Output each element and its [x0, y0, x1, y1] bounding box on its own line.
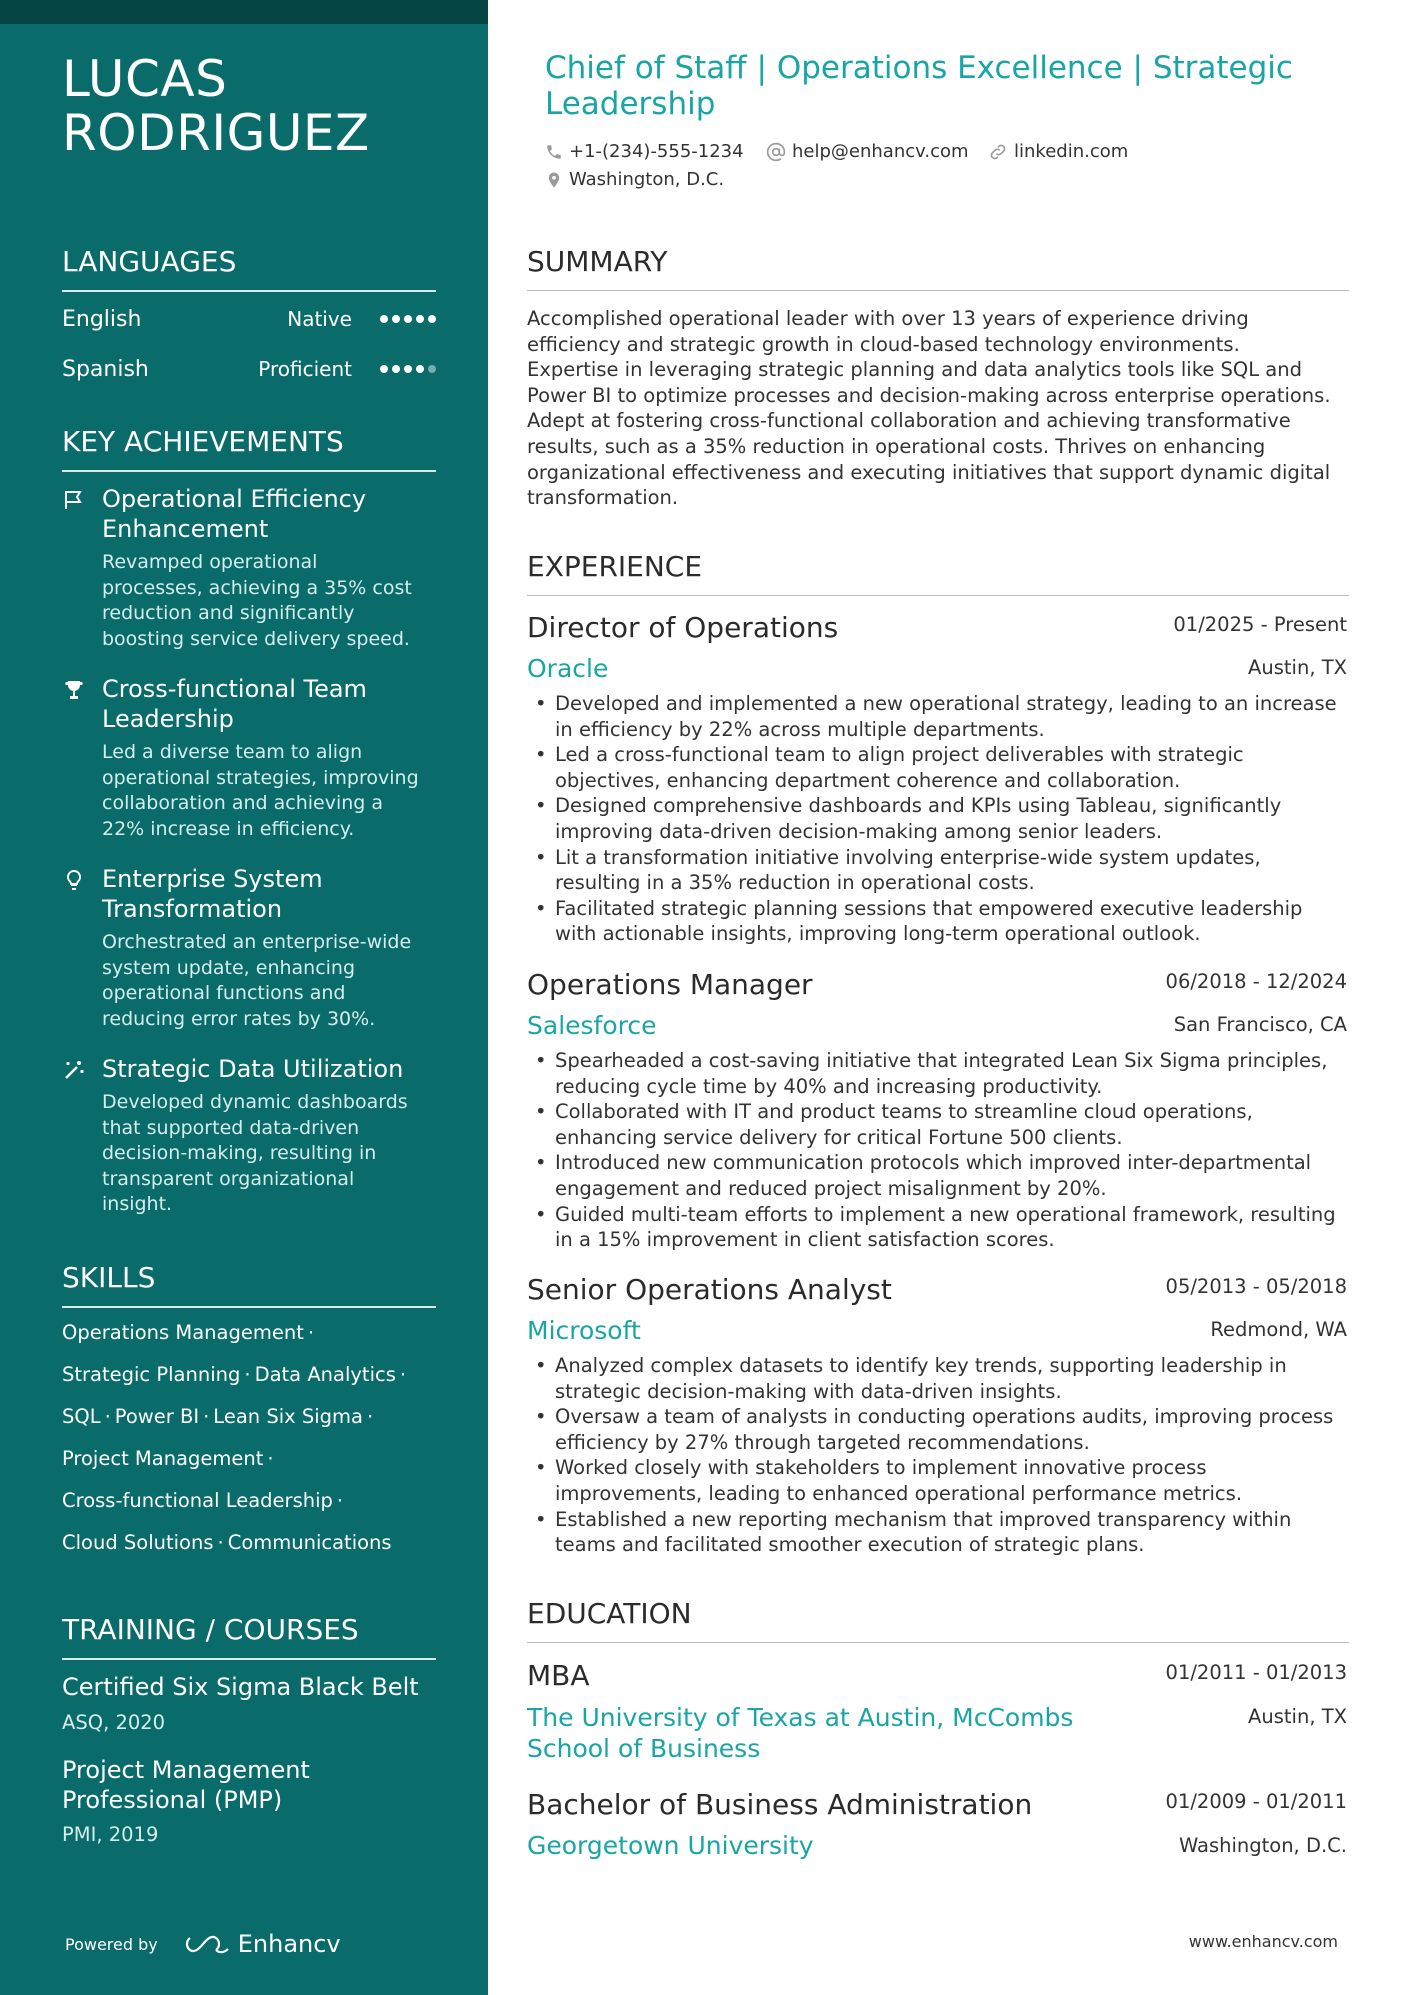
languages-title: LANGUAGES	[62, 244, 436, 292]
rating-dot	[416, 315, 424, 323]
skills-title: SKILLS	[62, 1260, 436, 1308]
language-level: Native	[287, 307, 352, 331]
company-name: Microsoft	[527, 1316, 641, 1345]
company-name: Oracle	[527, 654, 609, 683]
skills-line	[62, 1320, 318, 1346]
course-provider: ASQ, 2020	[62, 1711, 166, 1734]
summary-title: SUMMARY	[527, 244, 1349, 291]
job-bullets	[527, 1353, 1357, 1558]
rating-dot	[416, 365, 424, 373]
job-title: Operations Manager	[527, 968, 813, 1001]
skill-item: Communications	[227, 1531, 392, 1554]
job-location: Redmond, WA	[1210, 1318, 1347, 1341]
sidebar	[0, 0, 488, 1995]
list-item: • Designed comprehensive dashboards and KPIs using Tableau, significantly improving data-driven decision-making among senior leaders.	[527, 793, 1357, 844]
skills-line	[62, 1446, 278, 1472]
training-courses-title: TRAINING / COURSES	[62, 1612, 436, 1660]
job-dates: 06/2018 - 12/2024	[1165, 970, 1347, 993]
job-location: Austin, TX	[1248, 656, 1347, 679]
list-item: • Established a new reporting mechanism that improved transparency within teams and facilitated smoother execution of strategic plans.	[527, 1507, 1357, 1558]
rating-dot	[404, 315, 412, 323]
at-sign-icon	[766, 142, 786, 162]
last-name: RODRIGUEZ	[62, 104, 370, 162]
job-bullets	[527, 691, 1357, 947]
list-item: • Introduced new communication protocols which improved inter-departmental engagement and reduced project misalignment by 20%.	[527, 1150, 1357, 1201]
magic-wand-icon	[62, 1058, 86, 1082]
skill-item: Operations Management	[62, 1321, 304, 1344]
language-rating	[380, 315, 436, 323]
job-title: Director of Operations	[527, 611, 839, 644]
candidate-name	[62, 52, 370, 160]
language-row	[62, 304, 436, 334]
summary-text: Accomplished operational leader with over 13 years of experience driving efficiency and strategic growth in cloud-based technology environments. Expertise in leveraging strategic planning and data analytics tools like SQL and Power BI to optimize processes and decision-making across enterprise operations. Adept at fostering cross-functional collaboration and achieving transformative results, such as a 35% reduction in operational costs. Thrives on enhancing organizational effectiveness and executing initiatives that support dynamic digital transformation.	[527, 307, 1331, 510]
rating-dot	[392, 315, 400, 323]
school-name: Georgetown University	[527, 1831, 814, 1860]
job-title: Senior Operations Analyst	[527, 1273, 892, 1306]
phone-icon	[545, 143, 563, 161]
language-name: Spanish	[62, 356, 149, 382]
skills-line	[62, 1488, 347, 1514]
rating-dot	[428, 365, 436, 373]
footer-url[interactable]: www.enhancv.com	[1188, 1932, 1338, 1951]
language-row	[62, 354, 436, 384]
enhancv-brand: Enhancv	[237, 1930, 341, 1958]
list-item: • Guided multi-team efforts to implement a new operational framework, resulting in a 15% improvement in client satisfaction scores.	[527, 1202, 1357, 1253]
list-item: • Collaborated with IT and product teams to streamline cloud operations, enhancing service delivery for critical Fortune 500 clients.	[527, 1099, 1357, 1150]
skill-separator: ·	[217, 1531, 224, 1554]
location-pin-icon	[545, 170, 563, 190]
language-name: English	[62, 306, 142, 332]
skill-separator: ·	[244, 1363, 251, 1386]
skill-item: Lean Six Sigma	[213, 1405, 363, 1428]
lightbulb-icon	[62, 868, 86, 892]
education-dates: 01/2009 - 01/2011	[1165, 1790, 1347, 1813]
list-item: • Led a cross-functional team to align project deliverables with strategic objectives, enhancing department coherence and collaboration.	[527, 742, 1357, 793]
list-item: • Developed and implemented a new operational strategy, leading to an increase in efficiency by 22% across multiple departments.	[527, 691, 1357, 742]
achievement-item	[62, 484, 442, 652]
education-title: EDUCATION	[527, 1596, 1349, 1643]
sidebar-top-bar	[0, 0, 488, 24]
education-location: Washington, D.C.	[1178, 1834, 1347, 1857]
job-dates: 05/2013 - 05/2018	[1165, 1275, 1347, 1298]
first-name: LUCAS	[62, 50, 228, 108]
achievement-item	[62, 1054, 442, 1218]
skill-separator: ·	[366, 1405, 374, 1428]
degree-title: Bachelor of Business Administration	[527, 1788, 1033, 1821]
rating-dot	[380, 365, 388, 373]
rating-dot	[392, 365, 400, 373]
language-rating	[380, 365, 436, 373]
skill-separator: ·	[267, 1447, 274, 1470]
powered-by-label: Powered by	[65, 1934, 158, 1954]
company-name: Salesforce	[527, 1011, 657, 1040]
achievement-description: Revamped operational processes, achieving a 35% cost reduction and significantly boosting service delivery speed.	[102, 551, 412, 650]
skill-item: Cross-functional Leadership	[62, 1489, 333, 1512]
skill-separator: ·	[307, 1321, 315, 1344]
enhancv-logo-icon	[184, 1931, 234, 1957]
language-level: Proficient	[258, 357, 352, 381]
education-dates: 01/2011 - 01/2013	[1165, 1661, 1347, 1684]
degree-title: MBA	[527, 1659, 590, 1692]
achievement-item	[62, 864, 442, 1032]
skill-item: Power BI	[114, 1405, 200, 1428]
school-name: The University of Texas at Austin, McCombs School of Business	[527, 1703, 1074, 1763]
skill-separator: ·	[336, 1489, 344, 1512]
experience-title: EXPERIENCE	[527, 549, 1349, 596]
skills-line	[62, 1362, 410, 1388]
list-item: • Lit a transformation initiative involving enterprise-wide system updates, resulting in a 35% reduction in operational costs.	[527, 845, 1357, 896]
job-location: San Francisco, CA	[1173, 1013, 1347, 1036]
achievement-item	[62, 674, 442, 842]
list-item: • Analyzed complex datasets to identify key trends, supporting leadership in strategic decision-making with data-driven insights.	[527, 1353, 1357, 1404]
skill-separator: ·	[203, 1405, 210, 1428]
skill-item: Project Management	[62, 1447, 264, 1470]
achievement-title: Enterprise System Transformation	[102, 865, 323, 923]
course-title: Project Management Professional (PMP)	[62, 1756, 310, 1814]
key-achievements-title: KEY ACHIEVEMENTS	[62, 424, 436, 472]
achievement-description: Led a diverse team to align operational strategies, improving collaboration and achieving a 22% increase in efficiency.	[102, 741, 419, 840]
powered-by	[65, 1930, 341, 1958]
job-dates: 01/2025 - Present	[1173, 613, 1347, 636]
skills-line	[62, 1404, 377, 1430]
achievement-description: Orchestrated an enterprise-wide system update, enhancing operational functions and reducing error rates by 30%.	[102, 931, 412, 1030]
list-item: • Oversaw a team of analysts in conducting operations audits, improving process efficiency by 27% through targeted recommendations.	[527, 1404, 1357, 1455]
main-content	[488, 0, 1410, 1995]
achievement-title: Operational Efficiency Enhancement	[102, 485, 367, 543]
flag-icon	[62, 488, 86, 512]
contact-phone[interactable]: +1-(234)-555-1234	[545, 140, 744, 164]
trophy-icon	[62, 678, 86, 702]
skill-item: Strategic Planning	[62, 1363, 241, 1386]
rating-dot	[404, 365, 412, 373]
list-item: • Facilitated strategic planning sessions that empowered executive leadership with actionable insights, improving long-term operational outlook.	[527, 896, 1357, 947]
contact-link[interactable]: linkedin.com	[988, 140, 1128, 164]
rating-dot	[428, 315, 436, 323]
list-item: • Worked closely with stakeholders to implement innovative process improvements, leading to enhanced operational performance metrics.	[527, 1455, 1357, 1506]
achievement-description: Developed dynamic dashboards that supported data-driven decision-making, resulting in transparent organizational insight.	[102, 1091, 408, 1215]
headline: Chief of Staff | Operations Excellence | Strategic Leadership	[545, 50, 1293, 122]
achievement-title: Cross-functional Team Leadership	[102, 675, 367, 733]
link-icon	[988, 142, 1008, 162]
contact-location: Washington, D.C.	[545, 168, 724, 192]
education-location: Austin, TX	[1248, 1705, 1347, 1728]
skill-separator: ·	[104, 1405, 111, 1428]
achievement-title: Strategic Data Utilization	[102, 1055, 404, 1083]
job-bullets	[527, 1048, 1357, 1253]
course-title: Certified Six Sigma Black Belt	[62, 1673, 419, 1701]
skill-item: SQL	[62, 1405, 101, 1428]
contact-email[interactable]: help@enhancv.com	[766, 140, 969, 164]
list-item: • Spearheaded a cost-saving initiative that integrated Lean Six Sigma principles, reducing cycle time by 40% and increasing productivity.	[527, 1048, 1357, 1099]
skill-item: Data Analytics	[254, 1363, 396, 1386]
course-provider: PMI, 2019	[62, 1823, 159, 1846]
skill-separator: ·	[399, 1363, 407, 1386]
skills-line	[62, 1530, 392, 1556]
skill-item: Cloud Solutions	[62, 1531, 214, 1554]
rating-dot	[380, 315, 388, 323]
